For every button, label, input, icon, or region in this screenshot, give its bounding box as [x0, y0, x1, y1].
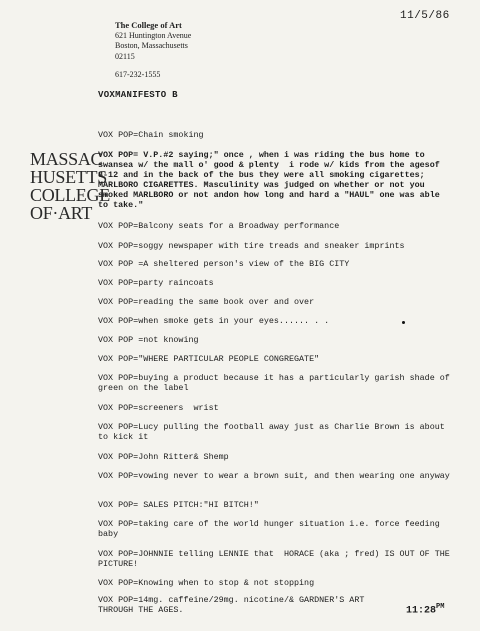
ink-dot: [402, 321, 405, 324]
vox-pop-entry: VOX POP= V.P.#2 saying;" once , when i was riding the bus home to swansea w/ the mall o' good & plenty i rode w/ kids from the agesof 8-12 and in the back of the bus they were all smoking cigarettes; MARLBORO CIGARETTES. Masculinity was judged on whether or not you smoked MARLBORO or not andon how long and hard a "HAUL" one was able to take.": [98, 150, 445, 210]
vox-pop-entry: VOX POP =not knowing: [98, 335, 199, 345]
vox-pop-entry: VOX POP=party raincoats: [98, 278, 214, 288]
logo-line: COLLEGE: [30, 185, 110, 205]
handwritten-time: [406, 603, 444, 616]
vox-pop-entry: VOX POP=JOHNNIE telling LENNIE that HORACE (aka ; fred) IS OUT OF THE PICTURE!: [98, 549, 455, 569]
logo-line: OF·ART: [30, 203, 93, 223]
address-zip: 02115: [115, 51, 135, 61]
vox-pop-entry: VOX POP=screeners wrist: [98, 403, 219, 413]
vox-pop-entry: VOX POP=Balcony seats for a Broadway performance: [98, 221, 340, 231]
vox-pop-entry: VOX POP= SALES PITCH:"HI BITCH!": [98, 500, 259, 510]
vox-pop-entry: VOX POP=when smoke gets in your eyes...... . .: [98, 316, 330, 326]
vox-pop-entry: VOX POP=reading the same book over and over: [98, 297, 315, 307]
address-city: Boston, Massachusetts: [115, 41, 188, 50]
time-suffix: PM: [436, 603, 445, 611]
logo-line: MASSAC: [30, 149, 103, 169]
vox-pop-entry: VOX POP =A sheltered person's view of the BIG CITY: [98, 259, 350, 269]
letterhead: [115, 20, 191, 81]
vox-pop-entry: VOX POP=buying a product because it has a particularly garish shade of green on the label: [98, 373, 455, 393]
time-value: 11:28: [406, 605, 437, 617]
address-street: 621 Huntington Avenue: [115, 30, 192, 40]
phone-number: 617-232-1555: [115, 70, 161, 79]
college-name: The College of Art: [115, 20, 182, 30]
vox-pop-entry: VOX POP=Chain smoking: [98, 130, 204, 140]
logo-line: HUSETTS: [30, 167, 107, 187]
handwritten-date: 11/5/86: [400, 10, 450, 22]
manifesto-heading: VOXMANIFESTO B: [98, 90, 178, 100]
vox-pop-entry: VOX POP=soggy newspaper with tire treads and sneaker imprints: [98, 241, 405, 251]
vox-pop-entry: VOX POP=Lucy pulling the football away just as Charlie Brown is about to kick it: [98, 422, 450, 442]
vox-pop-entry: VOX POP=taking care of the world hunger situation i.e. force feeding baby: [98, 519, 445, 539]
vox-pop-entry: VOX POP=John Ritter& Shemp: [98, 452, 229, 462]
vox-pop-entry: VOX POP=Knowing when to stop & not stopping: [98, 578, 315, 588]
vox-pop-entry: VOX POP=14mg. caffeine/29mg. nicotine/& GARDNER'S ART THROUGH THE AGES.: [98, 595, 370, 615]
vox-pop-entry: VOX POP=vowing never to wear a brown suit, and then wearing one anyway: [98, 471, 450, 481]
vox-pop-entry: VOX POP="WHERE PARTICULAR PEOPLE CONGREGATE": [98, 354, 320, 364]
